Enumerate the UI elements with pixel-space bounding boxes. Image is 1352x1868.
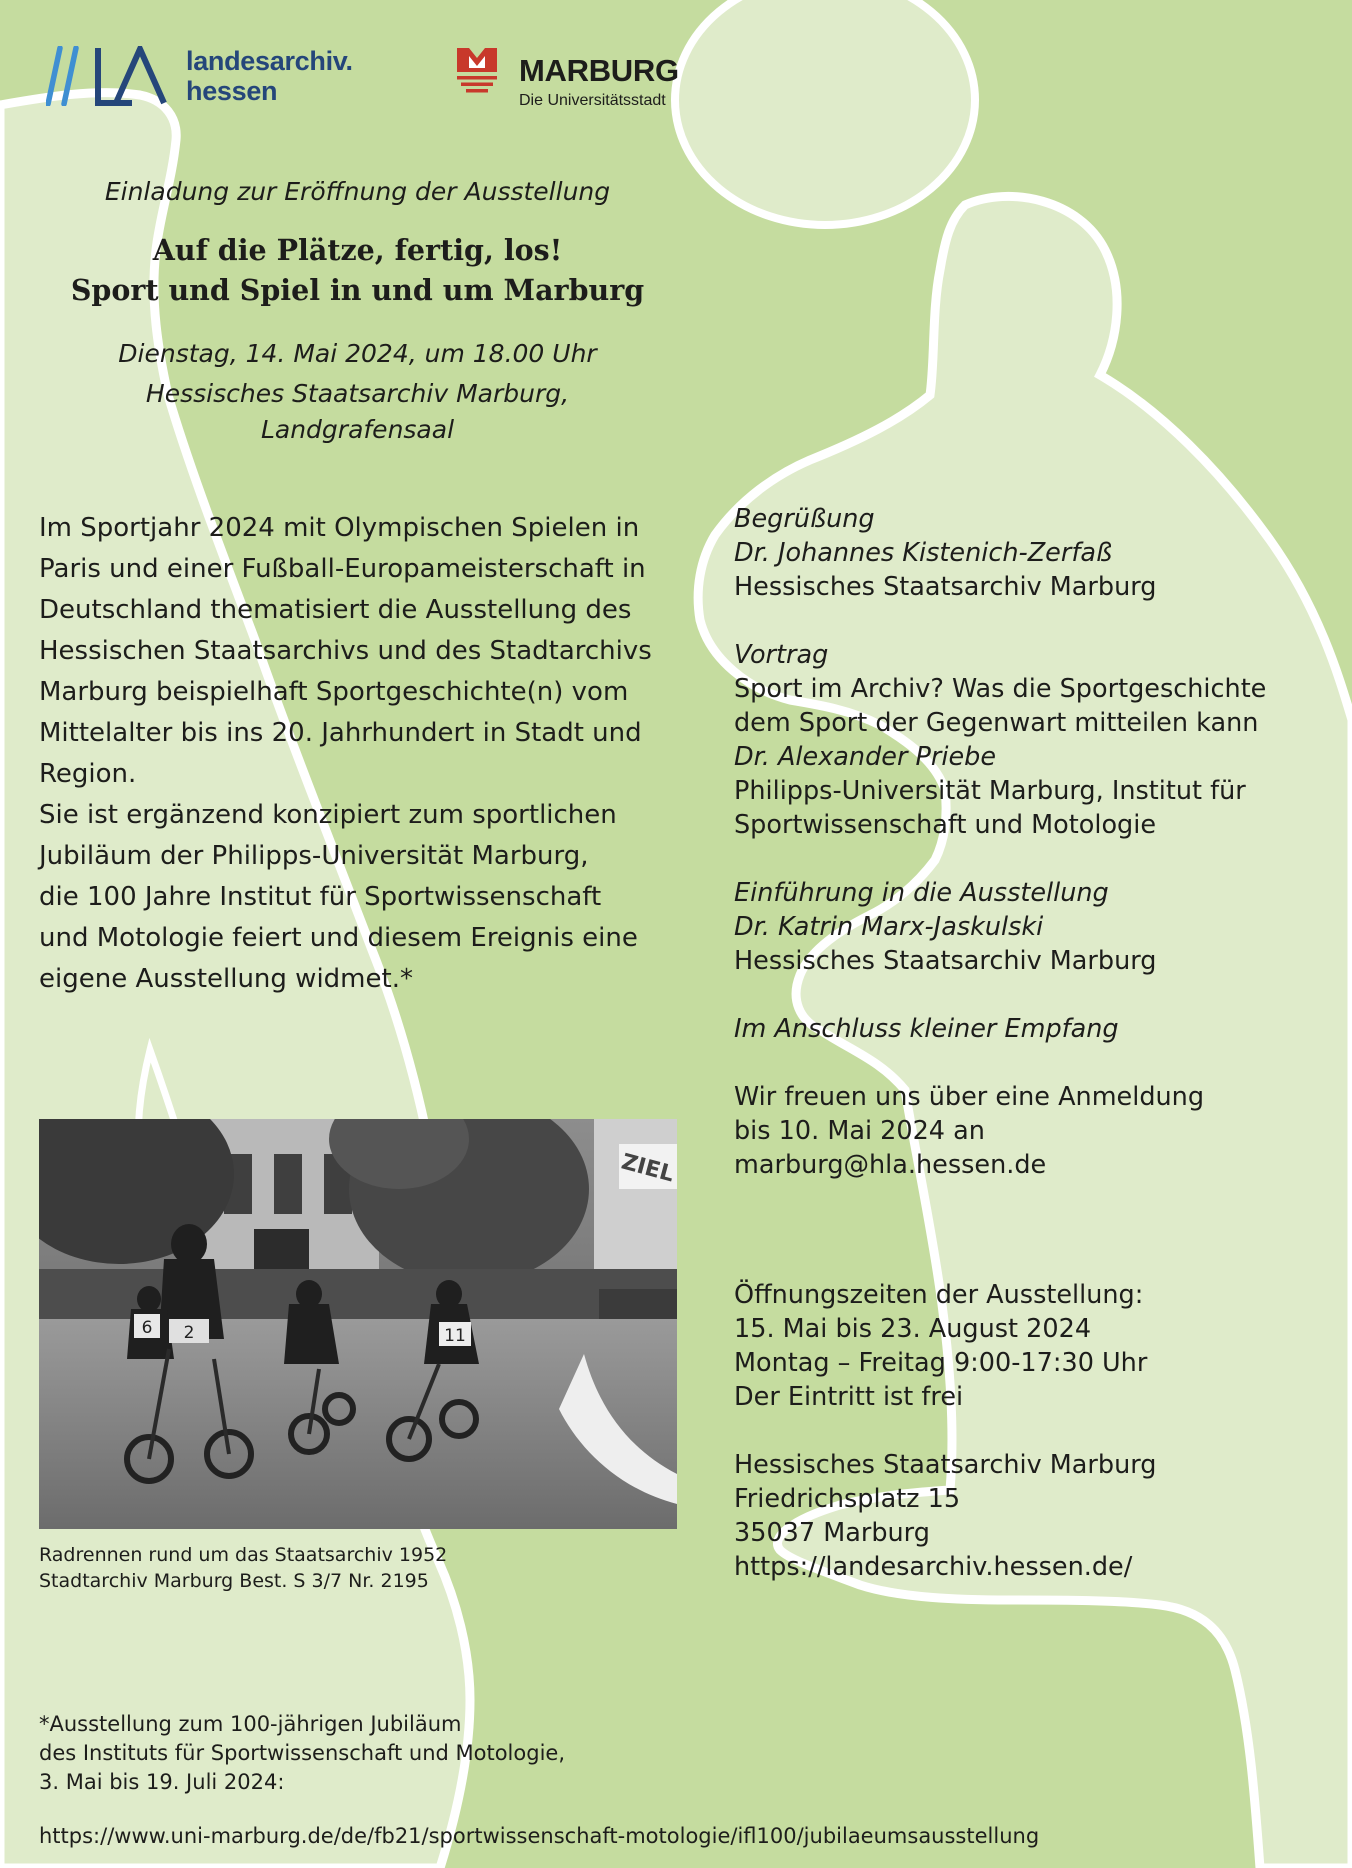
finish-sign-text: ZIEL: [618, 1149, 677, 1188]
admission-note: Der Eintritt ist frei: [734, 1382, 964, 1412]
intro-line: Im Sportjahr 2024 mit Olympischen Spielen in: [39, 513, 640, 543]
landesarchiv-logo: [46, 44, 386, 112]
landesarchiv-wordmark-line2: hessen: [186, 76, 278, 106]
footnote-line-2: des Instituts für Sportwissenschaft und Motologie,: [39, 1741, 565, 1765]
program-introduction: [734, 876, 1334, 978]
welcome-speaker: Dr. Johannes Kistenich-Zerfaß: [734, 538, 1113, 568]
venue-line-2: Landgrafensaal: [260, 415, 455, 444]
intro-text: [39, 508, 679, 1000]
introduction-affiliation: Hessisches Staatsarchiv Marburg: [734, 946, 1157, 976]
bicycle-race-photo-image: [39, 1119, 677, 1529]
photo-caption-line-2: Stadtarchiv Marburg Best. S 3/7 Nr. 2195: [39, 1570, 429, 1592]
program-talk: [734, 638, 1334, 842]
title-line-2: Sport und Spiel in und um Marburg: [70, 273, 645, 307]
intro-line: Jubiläum der Philipps-Universität Marburg,: [39, 841, 589, 871]
registration-line-2: bis 10. Mai 2024 an: [734, 1116, 985, 1146]
bib-number-2: 2: [183, 1323, 195, 1343]
footnote-line-1: *Ausstellung zum 100-jährigen Jubiläum: [39, 1712, 462, 1736]
exhibition-title: [40, 230, 675, 310]
intro-line: Marburg beispielhaft Sportgeschichte(n) vom: [39, 677, 629, 707]
opening-hours-times: Montag – Freitag 9:00-17:30 Uhr: [734, 1348, 1148, 1378]
registration-email[interactable]: marburg@hla.hessen.de: [734, 1150, 1047, 1180]
opening-hours: [734, 1278, 1334, 1414]
footnote: [39, 1710, 739, 1797]
intro-line: Region.: [39, 759, 137, 789]
event-venue: [40, 376, 675, 448]
welcome-label: Begrüßung: [734, 504, 875, 534]
address-website-link[interactable]: https://landesarchiv.hessen.de/: [734, 1552, 1133, 1582]
invitation-line: Einladung zur Eröffnung der Ausstellung: [104, 177, 611, 206]
marburg-crest-icon: [455, 46, 499, 94]
bib-number-11: 11: [444, 1326, 466, 1346]
footnote-url-link[interactable]: https://www.uni-marburg.de/de/fb21/sportwissenschaft-motologie/ifl100/jubilaeumsausstellung: [39, 1824, 1040, 1848]
intro-line: Paris und einer Fußball-Europameisterschaft in: [39, 554, 646, 584]
intro-line: die 100 Jahre Institut für Sportwissenschaft: [39, 882, 602, 912]
reception-note: Im Anschluss kleiner Empfang: [734, 1014, 1119, 1044]
ball-silhouette: [675, 0, 975, 225]
landesarchiv-la-logo-icon: [46, 46, 168, 106]
address-city: 35037 Marburg: [734, 1518, 930, 1548]
bib-number-6: 6: [141, 1318, 153, 1338]
talk-title-line-1: Sport im Archiv? Was die Sportgeschichte: [734, 674, 1267, 704]
photo-caption-line-1: Radrennen rund um das Staatsarchiv 1952: [39, 1544, 448, 1566]
landesarchiv-wordmark-line1: landesarchiv.: [186, 46, 353, 76]
talk-speaker: Dr. Alexander Priebe: [734, 742, 997, 772]
landesarchiv-wordmark: [186, 46, 353, 106]
marburg-logo: [455, 46, 705, 114]
program-welcome: [734, 502, 1334, 604]
welcome-affiliation: Hessisches Staatsarchiv Marburg: [734, 572, 1157, 602]
footnote-line-3: 3. Mai bis 19. Juli 2024:: [39, 1770, 285, 1794]
archive-address: [734, 1448, 1334, 1584]
marburg-wordmark: MARBURG: [519, 53, 679, 88]
program-reception: [734, 1012, 1334, 1046]
intro-line: Deutschland thematisiert die Ausstellung des: [39, 595, 632, 625]
event-program: [734, 502, 1334, 1216]
intro-line: Sie ist ergänzend konzipiert zum sportlichen: [39, 800, 617, 830]
address-name: Hessisches Staatsarchiv Marburg: [734, 1450, 1157, 1480]
intro-line: eigene Ausstellung widmet.*: [39, 964, 413, 994]
talk-affiliation-line-1: Philipps-Universität Marburg, Institut für: [734, 776, 1246, 806]
registration-info: [734, 1080, 1334, 1182]
intro-paragraph-2: [39, 795, 679, 1000]
talk-affiliation-line-2: Sportwissenschaft und Motologie: [734, 810, 1157, 840]
intro-line: und Motologie feiert und diesem Ereignis eine: [39, 923, 638, 953]
opening-hours-dates: 15. Mai bis 23. August 2024: [734, 1314, 1092, 1344]
introduction-speaker: Dr. Katrin Marx-Jaskulski: [734, 912, 1044, 942]
intro-paragraph-1: [39, 508, 679, 795]
intro-line: Mittelalter bis ins 20. Jahrhundert in Stadt und: [39, 718, 642, 748]
talk-label: Vortrag: [734, 640, 829, 670]
introduction-label: Einführung in die Ausstellung: [734, 878, 1109, 908]
bicycle-race-photo: [39, 1119, 677, 1529]
marburg-tagline: Die Universitätsstadt: [519, 92, 666, 109]
photo-caption: [39, 1542, 679, 1594]
opening-hours-heading: Öffnungszeiten der Ausstellung:: [734, 1280, 1144, 1310]
talk-title-line-2: dem Sport der Gegenwart mitteilen kann: [734, 708, 1259, 738]
event-date: Dienstag, 14. Mai 2024, um 18.00 Uhr: [118, 339, 597, 368]
intro-line: Hessischen Staatsarchivs und des Stadtarchivs: [39, 636, 652, 666]
title-line-1: Auf die Plätze, fertig, los!: [152, 233, 563, 267]
address-street: Friedrichsplatz 15: [734, 1484, 961, 1514]
registration-line-1: Wir freuen uns über eine Anmeldung: [734, 1082, 1205, 1112]
venue-line-1: Hessisches Staatsarchiv Marburg,: [145, 379, 570, 408]
